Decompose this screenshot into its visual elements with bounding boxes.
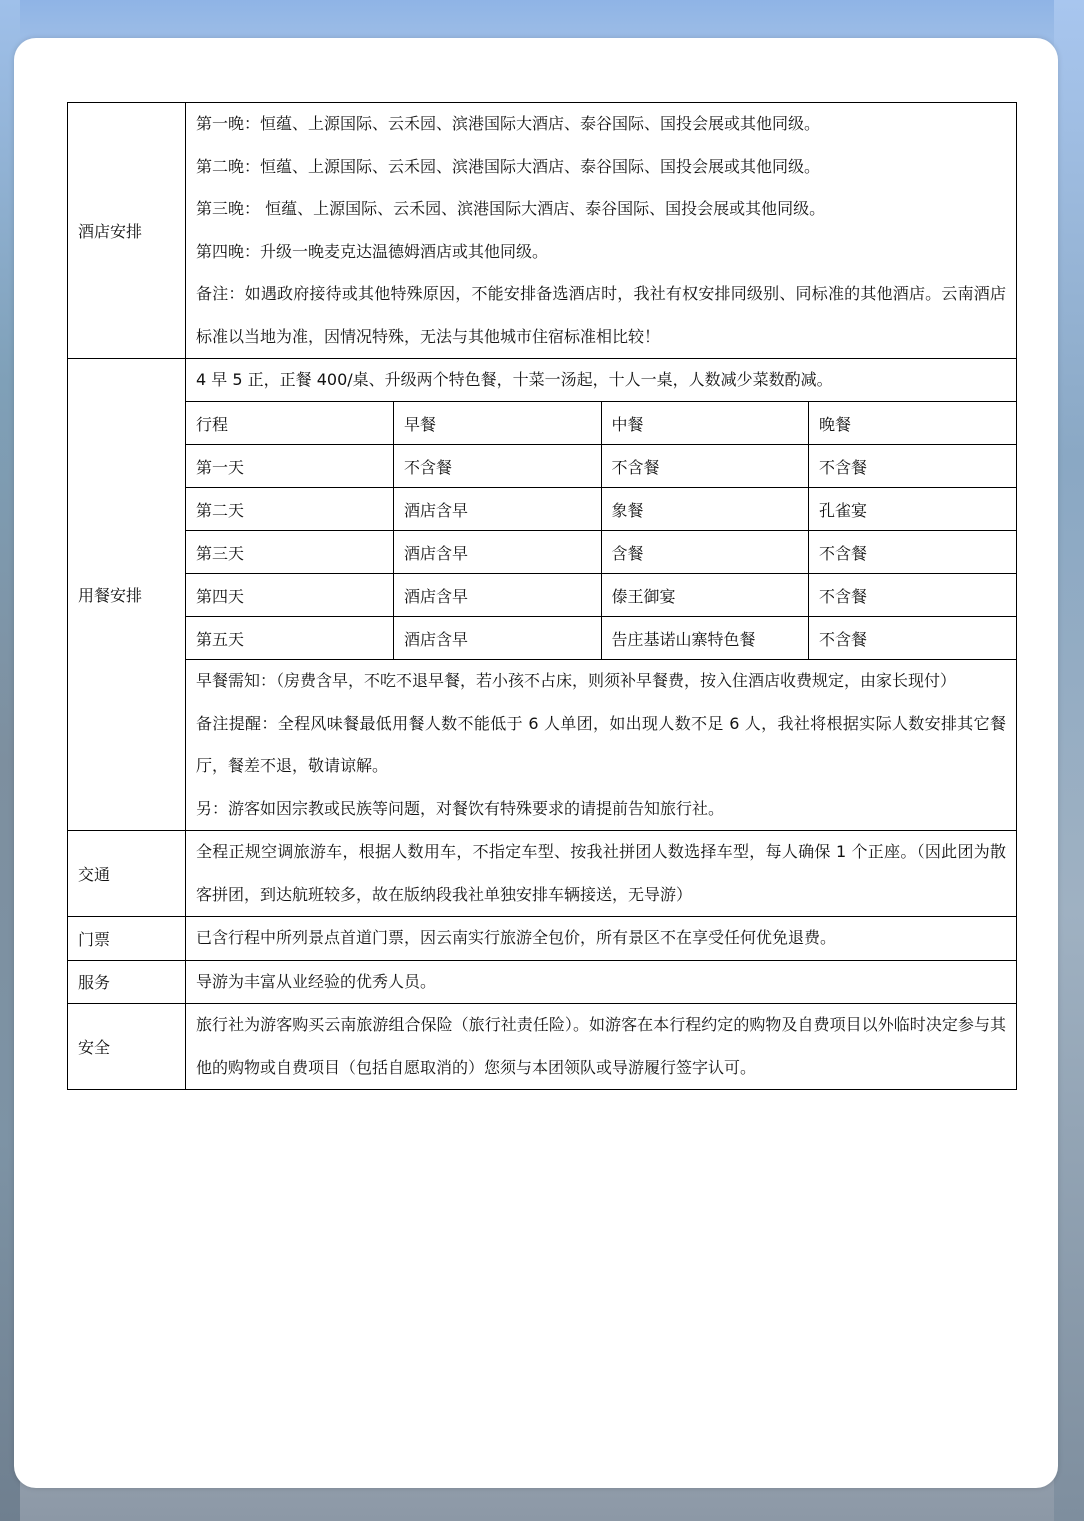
meal-breakfast: 酒店含早	[394, 617, 602, 660]
background-right	[1054, 0, 1084, 1521]
service-row	[68, 960, 1017, 1004]
transport-content	[186, 831, 1017, 917]
meals-content	[186, 359, 1017, 831]
meal-dinner: 不含餐	[809, 617, 1017, 660]
meals-notes	[186, 659, 1016, 830]
table-row	[186, 617, 1016, 660]
meals-header-lunch: 中餐	[601, 402, 809, 445]
meal-dinner: 不含餐	[809, 445, 1017, 488]
meals-header-row	[186, 402, 1016, 445]
table-row	[186, 488, 1016, 531]
document-page	[14, 38, 1058, 1488]
service-content	[186, 960, 1017, 1004]
hotel-night-4: 第四晚：升级一晚麦克达温德姆酒店或其他同级。	[196, 241, 549, 261]
safety-content	[186, 1004, 1017, 1090]
hotel-night-3: 第三晚： 恒蕴、上源国际、云禾园、滨港国际大酒店、泰谷国际、国投会展或其他同级。	[196, 199, 826, 218]
meal-day: 第一天	[186, 445, 394, 488]
table-row	[186, 574, 1016, 617]
special-diet-note: 另：游客如因宗教或民族等问题，对餐饮有特殊要求的请提前告知旅行社。	[196, 798, 725, 818]
meal-lunch: 告庄基诺山寨特色餐	[601, 617, 809, 660]
itinerary-table	[67, 102, 1017, 1090]
meals-intro: 4 早 5 正，正餐 400/桌、升级两个特色餐，十菜一汤起，十人一桌，人数减少菜数酌减。	[196, 370, 833, 389]
hotel-label: 酒店安排	[68, 103, 186, 359]
transport-text: 全程正规空调旅游车，根据人数用车，不指定车型、按我社拼团人数选择车型，每人确保 1 个正座。（因此团为散客拼团，到达航班较多，故在版纳段我社单独安排车辆接送，无导游）	[196, 842, 1006, 904]
meal-breakfast: 酒店含早	[394, 531, 602, 574]
meals-schedule-table	[186, 401, 1016, 659]
hotel-night-2: 第二晚：恒蕴、上源国际、云禾园、滨港国际大酒店、泰谷国际、国投会展或其他同级。	[196, 156, 821, 176]
meal-lunch: 含餐	[601, 531, 809, 574]
service-text: 导游为丰富从业经验的优秀人员。	[196, 971, 437, 991]
meal-day: 第五天	[186, 617, 394, 660]
meal-breakfast: 酒店含早	[394, 488, 602, 531]
meal-reminder: 备注提醒：全程风味餐最低用餐人数不能低于 6 人单团，如出现人数不足 6 人，我社将根据实际人数安排其它餐厅，餐差不退，敬请谅解。	[196, 713, 1006, 775]
meal-dinner: 不含餐	[809, 531, 1017, 574]
safety-label: 安全	[68, 1004, 186, 1090]
tickets-label: 门票	[68, 917, 186, 961]
meal-lunch: 不含餐	[601, 445, 809, 488]
breakfast-note: 早餐需知：（房费含早，不吃不退早餐，若小孩不占床，则须补早餐费，按入住酒店收费规定，由家长现付）	[196, 671, 957, 690]
transport-label: 交通	[68, 831, 186, 917]
safety-row	[68, 1004, 1017, 1090]
hotel-night-1: 第一晚：恒蕴、上源国际、云禾园、滨港国际大酒店、泰谷国际、国投会展或其他同级。	[196, 114, 821, 133]
meal-breakfast: 不含餐	[394, 445, 602, 488]
hotel-note: 备注：如遇政府接待或其他特殊原因，不能安排备选酒店时，我社有权安排同级别、同标准的其他酒店。云南酒店标准以当地为准，因情况特殊，无法与其他城市住宿标准相比较！	[196, 284, 1006, 346]
meal-day: 第二天	[186, 488, 394, 531]
meal-lunch: 傣王御宴	[601, 574, 809, 617]
hotel-content	[186, 103, 1017, 359]
meal-dinner: 不含餐	[809, 574, 1017, 617]
hotel-row	[68, 103, 1017, 359]
meals-row	[68, 359, 1017, 831]
table-row	[186, 531, 1016, 574]
meal-day: 第三天	[186, 531, 394, 574]
meals-header-breakfast: 早餐	[394, 402, 602, 445]
meals-label: 用餐安排	[68, 359, 186, 831]
tickets-text: 已含行程中所列景点首道门票，因云南实行旅游全包价，所有景区不在享受任何优免退费。	[196, 928, 837, 947]
safety-text: 旅行社为游客购买云南旅游组合保险（旅行社责任险）。如游客在本行程约定的购物及自费项目以外临时决定参与其他的购物或自费项目（包括自愿取消的）您须与本团领队或导游履行签字认可。	[196, 1015, 1006, 1077]
tickets-content	[186, 917, 1017, 961]
meal-breakfast: 酒店含早	[394, 574, 602, 617]
tickets-row	[68, 917, 1017, 961]
meals-header-day: 行程	[186, 402, 394, 445]
service-label: 服务	[68, 960, 186, 1004]
table-row	[186, 445, 1016, 488]
meal-day: 第四天	[186, 574, 394, 617]
meals-header-dinner: 晚餐	[809, 402, 1017, 445]
meal-lunch: 象餐	[601, 488, 809, 531]
meal-dinner: 孔雀宴	[809, 488, 1017, 531]
transport-row	[68, 831, 1017, 917]
